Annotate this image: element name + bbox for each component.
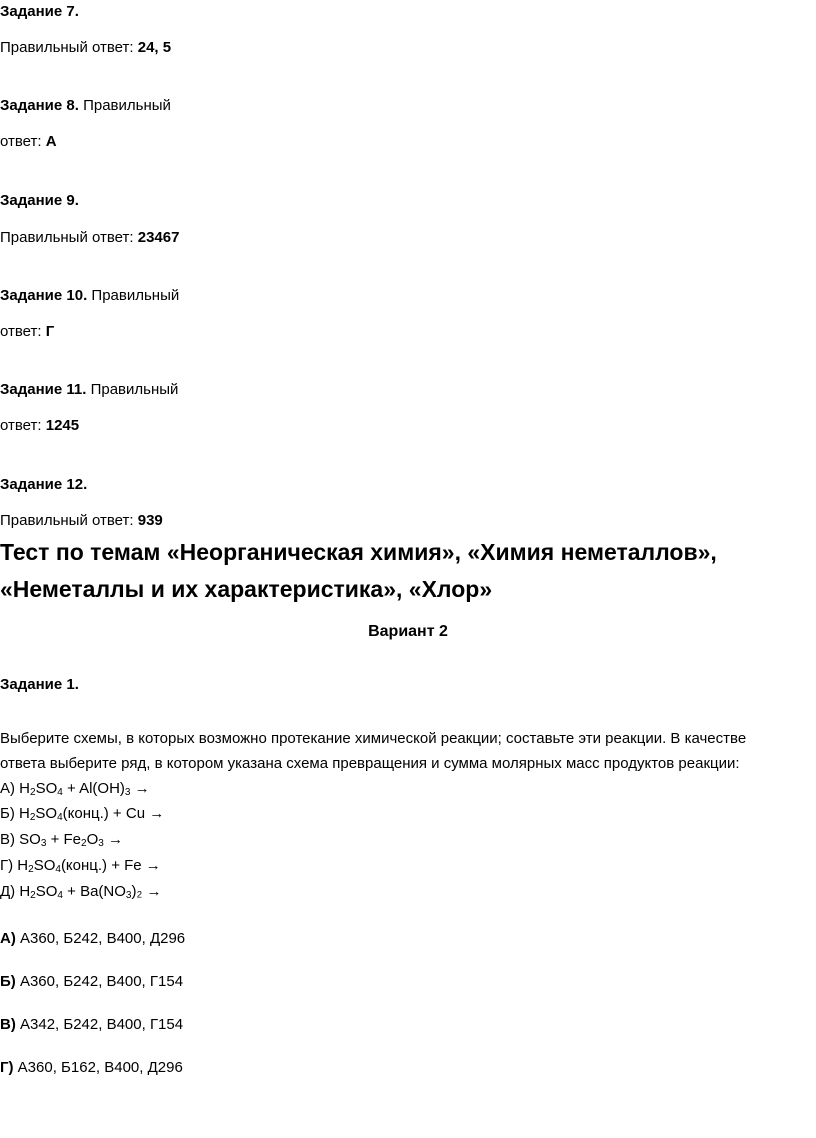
answer-label: Правильный ответ: <box>0 39 134 56</box>
answer-value: 1245 <box>45 417 80 434</box>
scheme-d: Д) H2SO4 + Ba(NO3)₂ → <box>0 883 162 901</box>
task-11-heading: Задание 11. <box>0 381 87 398</box>
answer-value: Г <box>45 323 55 340</box>
task-11-answer-line <box>0 416 79 436</box>
task-12-answer-line <box>0 511 163 531</box>
answer-label: Правильный <box>90 381 179 398</box>
answer-value: 23467 <box>137 229 180 246</box>
task-7-heading: Задание 7. <box>0 3 79 20</box>
task-8-heading: Задание 8. <box>0 97 79 114</box>
task-1-heading: Задание 1. <box>0 676 79 693</box>
option-text: А360, Б242, В400, Д296 <box>20 930 186 947</box>
option-text: А342, Б242, В400, Г154 <box>20 1016 184 1033</box>
option-v <box>0 1015 183 1035</box>
test-title-line-2: «Неметаллы и их характеристика», «Хлор» <box>0 576 493 602</box>
answer-label: Правильный <box>91 287 180 304</box>
answer-label: ответ: <box>0 323 42 340</box>
option-letter: А) <box>0 930 16 947</box>
answer-label: Правильный ответ: <box>0 512 134 529</box>
task-10-answer-line <box>0 322 54 342</box>
answer-label: Правильный <box>83 97 171 114</box>
task-1-text-line-2: ответа выберите ряд, в котором указана схема превращения и сумма молярных масс продуктов реакции: <box>0 755 740 772</box>
variant-heading: Вариант 2 <box>368 623 448 640</box>
scheme-v: В) SO3 + Fe2O3 → <box>0 831 123 849</box>
task-8-answer-line <box>0 132 57 152</box>
option-text: А360, Б242, В400, Г154 <box>19 973 184 990</box>
task-10-heading-line <box>0 286 179 306</box>
scheme-g: Г) H2SO4(конц.) + Fe → <box>0 857 161 875</box>
answer-value: 939 <box>137 512 163 529</box>
option-g <box>0 1058 183 1078</box>
option-a <box>0 929 185 949</box>
task-9-heading: Задание 9. <box>0 192 79 209</box>
test-title-line-1: Тест по темам «Неорганическая химия», «Химия неметаллов», <box>0 539 717 565</box>
task-9-answer-line <box>0 228 179 248</box>
option-b <box>0 972 183 992</box>
task-1-text-line-1: Выберите схемы, в которых возможно протекание химической реакции; составьте эти реакции. В качестве <box>0 730 747 747</box>
answer-value: А <box>45 133 57 150</box>
task-7-answer-line <box>0 38 171 58</box>
option-letter: Б) <box>0 973 16 990</box>
task-10-heading: Задание 10. <box>0 287 88 304</box>
answer-value: 24, 5 <box>137 39 172 56</box>
option-letter: Г) <box>0 1059 14 1076</box>
answer-label: ответ: <box>0 417 42 434</box>
option-letter: В) <box>0 1016 16 1033</box>
answer-label: ответ: <box>0 133 42 150</box>
scheme-b: Б) H2SO4(конц.) + Cu → <box>0 805 165 823</box>
task-12-heading: Задание 12. <box>0 476 88 493</box>
answer-label: Правильный ответ: <box>0 229 134 246</box>
option-text: А360, Б162, В400, Д296 <box>17 1059 183 1076</box>
scheme-a: А) H2SO4 + Al(OH)3 → <box>0 780 150 798</box>
task-8-heading-line <box>0 96 171 116</box>
task-11-heading-line <box>0 380 178 400</box>
